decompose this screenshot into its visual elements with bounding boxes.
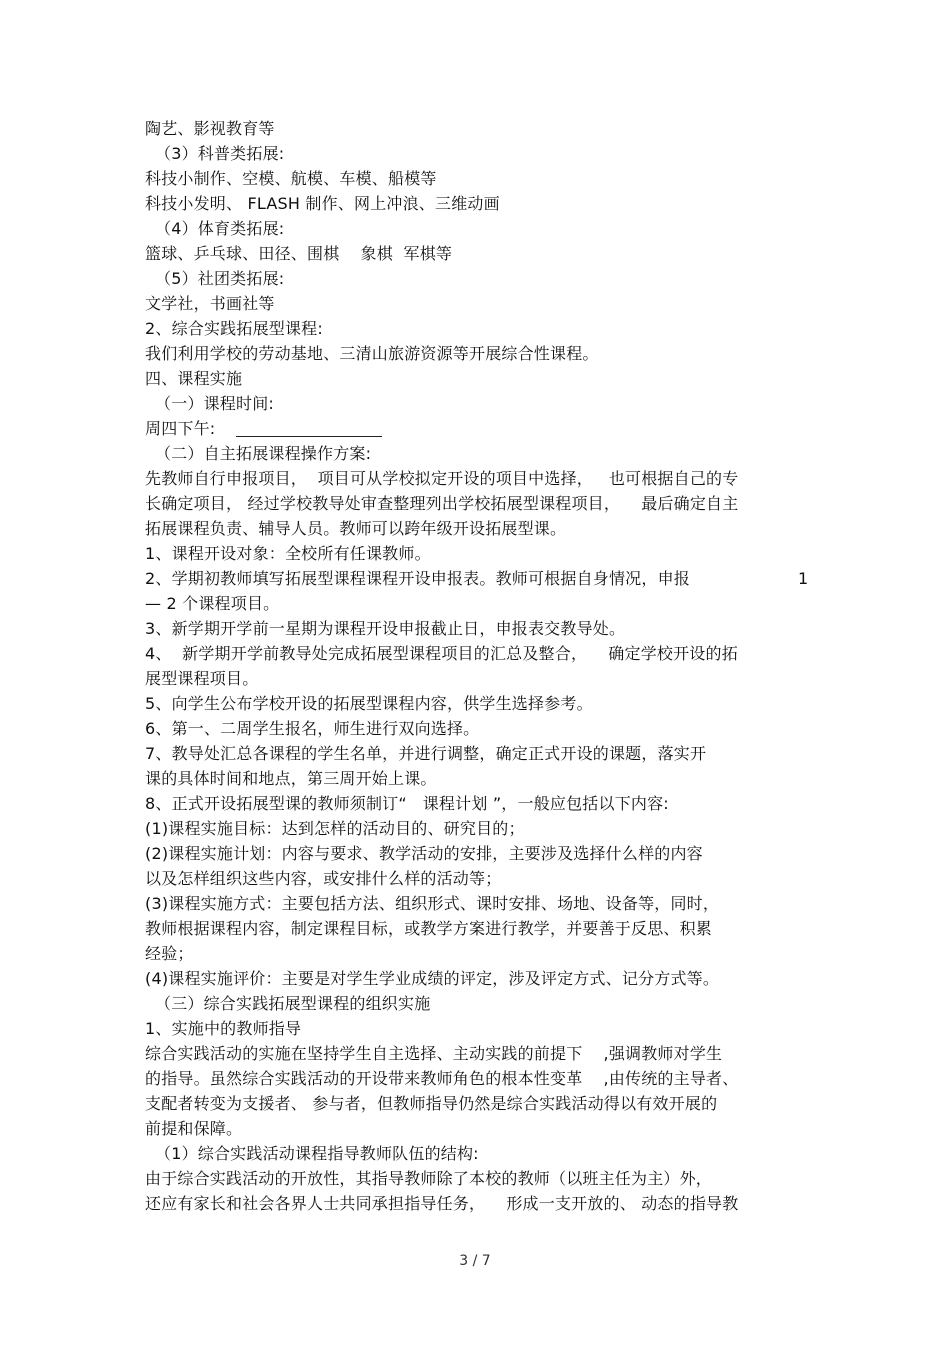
text-line: 经验； — [145, 944, 194, 963]
text-line: (2)课程实施计划：内容与要求、教学活动的安排，主要涉及选择什么样的内容 — [145, 844, 703, 863]
text-line: 我们利用学校的劳动基地、三清山旅游资源等开展综合性课程。 — [145, 344, 599, 363]
text-line: (3)课程实施方式：主要包括方法、组织形式、课时安排、场地、设备等，同时， — [145, 894, 720, 913]
text-line: 还应有家长和社会各界人士共同承担指导任务， 形成一支开放的、 动态的指导教 — [145, 1194, 739, 1213]
text-line: 5、向学生公布学校开设的拓展型课程内容，供学生选择参考。 — [145, 694, 593, 713]
text-line: 周四下午: — [145, 419, 216, 438]
text-line: 8、正式开设拓展型课的教师须制订“ 课程计划 ”，一般应包括以下内容: — [145, 794, 669, 813]
text-line: 篮球、乒乓球、田径、围棋 象棋 军棋等 — [145, 244, 453, 263]
text-line: （二）自主拓展课程操作方案: — [155, 444, 372, 463]
fill-blank-line — [236, 436, 382, 437]
text-line: 前提和保障。 — [145, 1119, 243, 1138]
text-line: 展型课程项目。 — [145, 669, 259, 688]
text-line: 课的具体时间和地点，第三周开始上课。 — [145, 769, 437, 788]
text-line: 4、 新学期开学前教导处完成拓展型课程项目的汇总及整合， 确定学校开设的拓 — [145, 644, 738, 663]
text-line: 1、实施中的教师指导 — [145, 1019, 302, 1038]
text-line: 拓展课程负责、辅导人员。教师可以跨年级开设拓展型课。 — [145, 519, 567, 538]
text-line: 由于综合实践活动的开放性，其指导教师除了本校的教师（以班主任为主）外， — [145, 1169, 713, 1188]
text-line: 教师根据课程内容，制定课程目标，或教学方案进行教学，并要善于反思、积累 — [145, 919, 713, 938]
section-heading: 四、课程实施 — [145, 369, 243, 388]
text-line: （5）社团类拓展: — [155, 269, 285, 288]
text-line: 7、教导处汇总各课程的学生名单，并进行调整，确定正式开设的课题，落实开 — [145, 744, 707, 763]
text-line: （4）体育类拓展: — [155, 219, 285, 238]
text-line: — 2 个课程项目。 — [145, 594, 280, 613]
page-number: 3 / 7 — [459, 1253, 491, 1269]
text-line: 2、综合实践拓展型课程: — [145, 319, 323, 338]
text-line: 综合实践活动的实施在坚持学生自主选择、主动实践的前提下 ,强调教师对学生 — [145, 1044, 723, 1063]
text-line: 2、学期初教师填写拓展型课程课程开设申报表。教师可根据自身情况，申报 — [145, 569, 690, 588]
text-line: 科技小制作、空模、航模、车模、船模等 — [145, 169, 437, 188]
text-line: (1)课程实施目标：达到怎样的活动目的、研究目的； — [145, 819, 525, 838]
text-line: 6、第一、二周学生报名，师生进行双向选择。 — [145, 719, 480, 738]
text-line: （三）综合实践拓展型课程的组织实施 — [155, 994, 431, 1013]
text-line: （1）综合实践活动课程指导教师队伍的结构: — [155, 1144, 479, 1163]
text-line: （3）科普类拓展: — [155, 144, 285, 163]
text-line: （一）课程时间: — [155, 394, 274, 413]
text-line: 长确定项目， 经过学校教导处审查整理列出学校拓展型课程项目， 最后确定自主 — [145, 494, 739, 513]
text-line: 文学社，书画社等 — [145, 294, 275, 313]
text-line: 以及怎样组织这些内容，或安排什么样的活动等； — [145, 869, 502, 888]
text-line: 1、课程开设对象：全校所有任课教师。 — [145, 544, 431, 563]
text-line: 科技小发明、 FLASH 制作、网上冲浪、三维动画 — [145, 194, 500, 213]
text-line: 陶艺、影视教育等 — [145, 119, 275, 138]
text-line: (4)课程实施评价：主要是对学生学业成绩的评定，涉及评定方式、记分方式等。 — [145, 969, 720, 988]
text-line: 先教师自行申报项目， 项目可从学校拟定开设的项目中选择， 也可根据自己的专 — [145, 469, 739, 488]
right-number: 1 — [798, 569, 809, 588]
text-line: 3、新学期开学前一星期为课程开设申报截止日，申报表交教导处。 — [145, 619, 626, 638]
text-line: 的指导。虽然综合实践活动的开设带来教师角色的根本性变革 ,由传统的主导者、 — [145, 1069, 739, 1088]
text-line: 支配者转变为支援者、 参与者，但教师指导仍然是综合实践活动得以有效开展的 — [145, 1094, 718, 1113]
